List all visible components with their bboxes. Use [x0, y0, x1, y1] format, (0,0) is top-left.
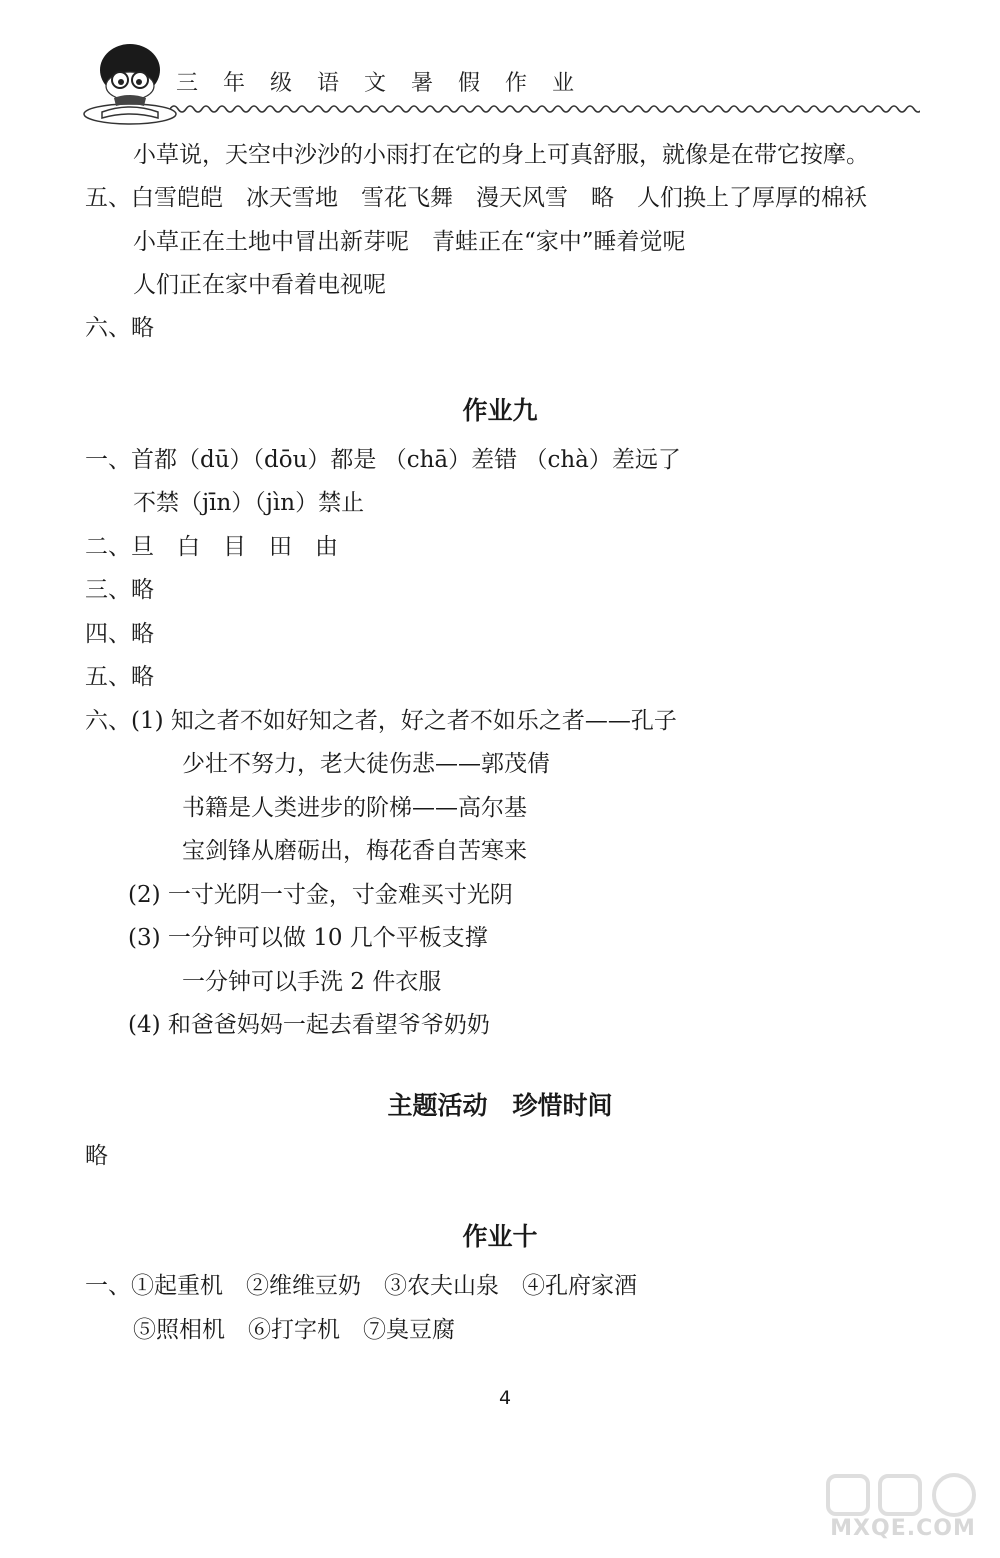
answer-line: 书籍是人类进步的阶梯——高尔基 [182, 795, 527, 821]
watermark-text: MXQE.COM [830, 1516, 976, 1541]
answer-line: 不禁（jīn）（jìn）禁止 [133, 490, 365, 516]
text-line: 小草正在土地中冒出新芽呢 青蛙正在“家中”睡着觉呢 [133, 229, 686, 255]
answer-line: 五、略 [85, 664, 154, 690]
section-title-9: 作业九 [462, 396, 538, 425]
answer-line: 一、首都（dū）（dōu）都是 （chā）差错 （chà）差远了 [85, 447, 681, 473]
answer-line: 二、旦 白 目 田 由 [85, 534, 338, 560]
answer-line: 少壮不努力，老大徒伤悲——郭茂倩 [182, 751, 550, 777]
answer-line: (3) 一分钟可以做 10 几个平板支撑 [128, 925, 488, 951]
watermark-logo [818, 1470, 988, 1550]
theme-title: 主题活动 珍惜时间 [387, 1091, 613, 1120]
page-header [80, 40, 920, 130]
mascot-reading-icon [80, 40, 180, 130]
answer-line: 四、略 [85, 621, 154, 647]
answer-six: 六、略 [85, 315, 154, 341]
watermark-emblem-icon [818, 1470, 988, 1520]
theme-body: 略 [85, 1143, 108, 1169]
text-line: 人们正在家中看着电视呢 [133, 272, 386, 298]
answer-line: (4) 和爸爸妈妈一起去看望爷爷奶奶 [128, 1012, 490, 1038]
answer-five: 五、白雪皑皑 冰天雪地 雪花飞舞 漫天风雪 略 人们换上了厚厚的棉袄 [85, 185, 867, 211]
answer-line: 六、(1) 知之者不如好知之者，好之者不如乐之者——孔子 [85, 708, 677, 734]
header-wave-divider [170, 102, 920, 116]
answer-line: 一、①起重机 ②维维豆奶 ③农夫山泉 ④孔府家酒 [85, 1273, 637, 1299]
answer-line: (2) 一寸光阴一寸金，寸金难买寸光阴 [128, 882, 513, 908]
answer-line: 一分钟可以手洗 2 件衣服 [182, 969, 442, 995]
header-title: 三 年 级 语 文 暑 假 作 业 [176, 71, 583, 96]
section-title-10: 作业十 [462, 1222, 538, 1251]
text-line: 小草说，天空中沙沙的小雨打在它的身上可真舒服，就像是在带它按摩。 [133, 142, 869, 168]
answer-line: 三、略 [85, 577, 154, 603]
answer-line: ⑤照相机 ⑥打字机 ⑦臭豆腐 [133, 1317, 455, 1343]
page-number: 4 [498, 1387, 512, 1409]
answer-line: 宝剑锋从磨砺出，梅花香自苦寒来 [182, 838, 527, 864]
